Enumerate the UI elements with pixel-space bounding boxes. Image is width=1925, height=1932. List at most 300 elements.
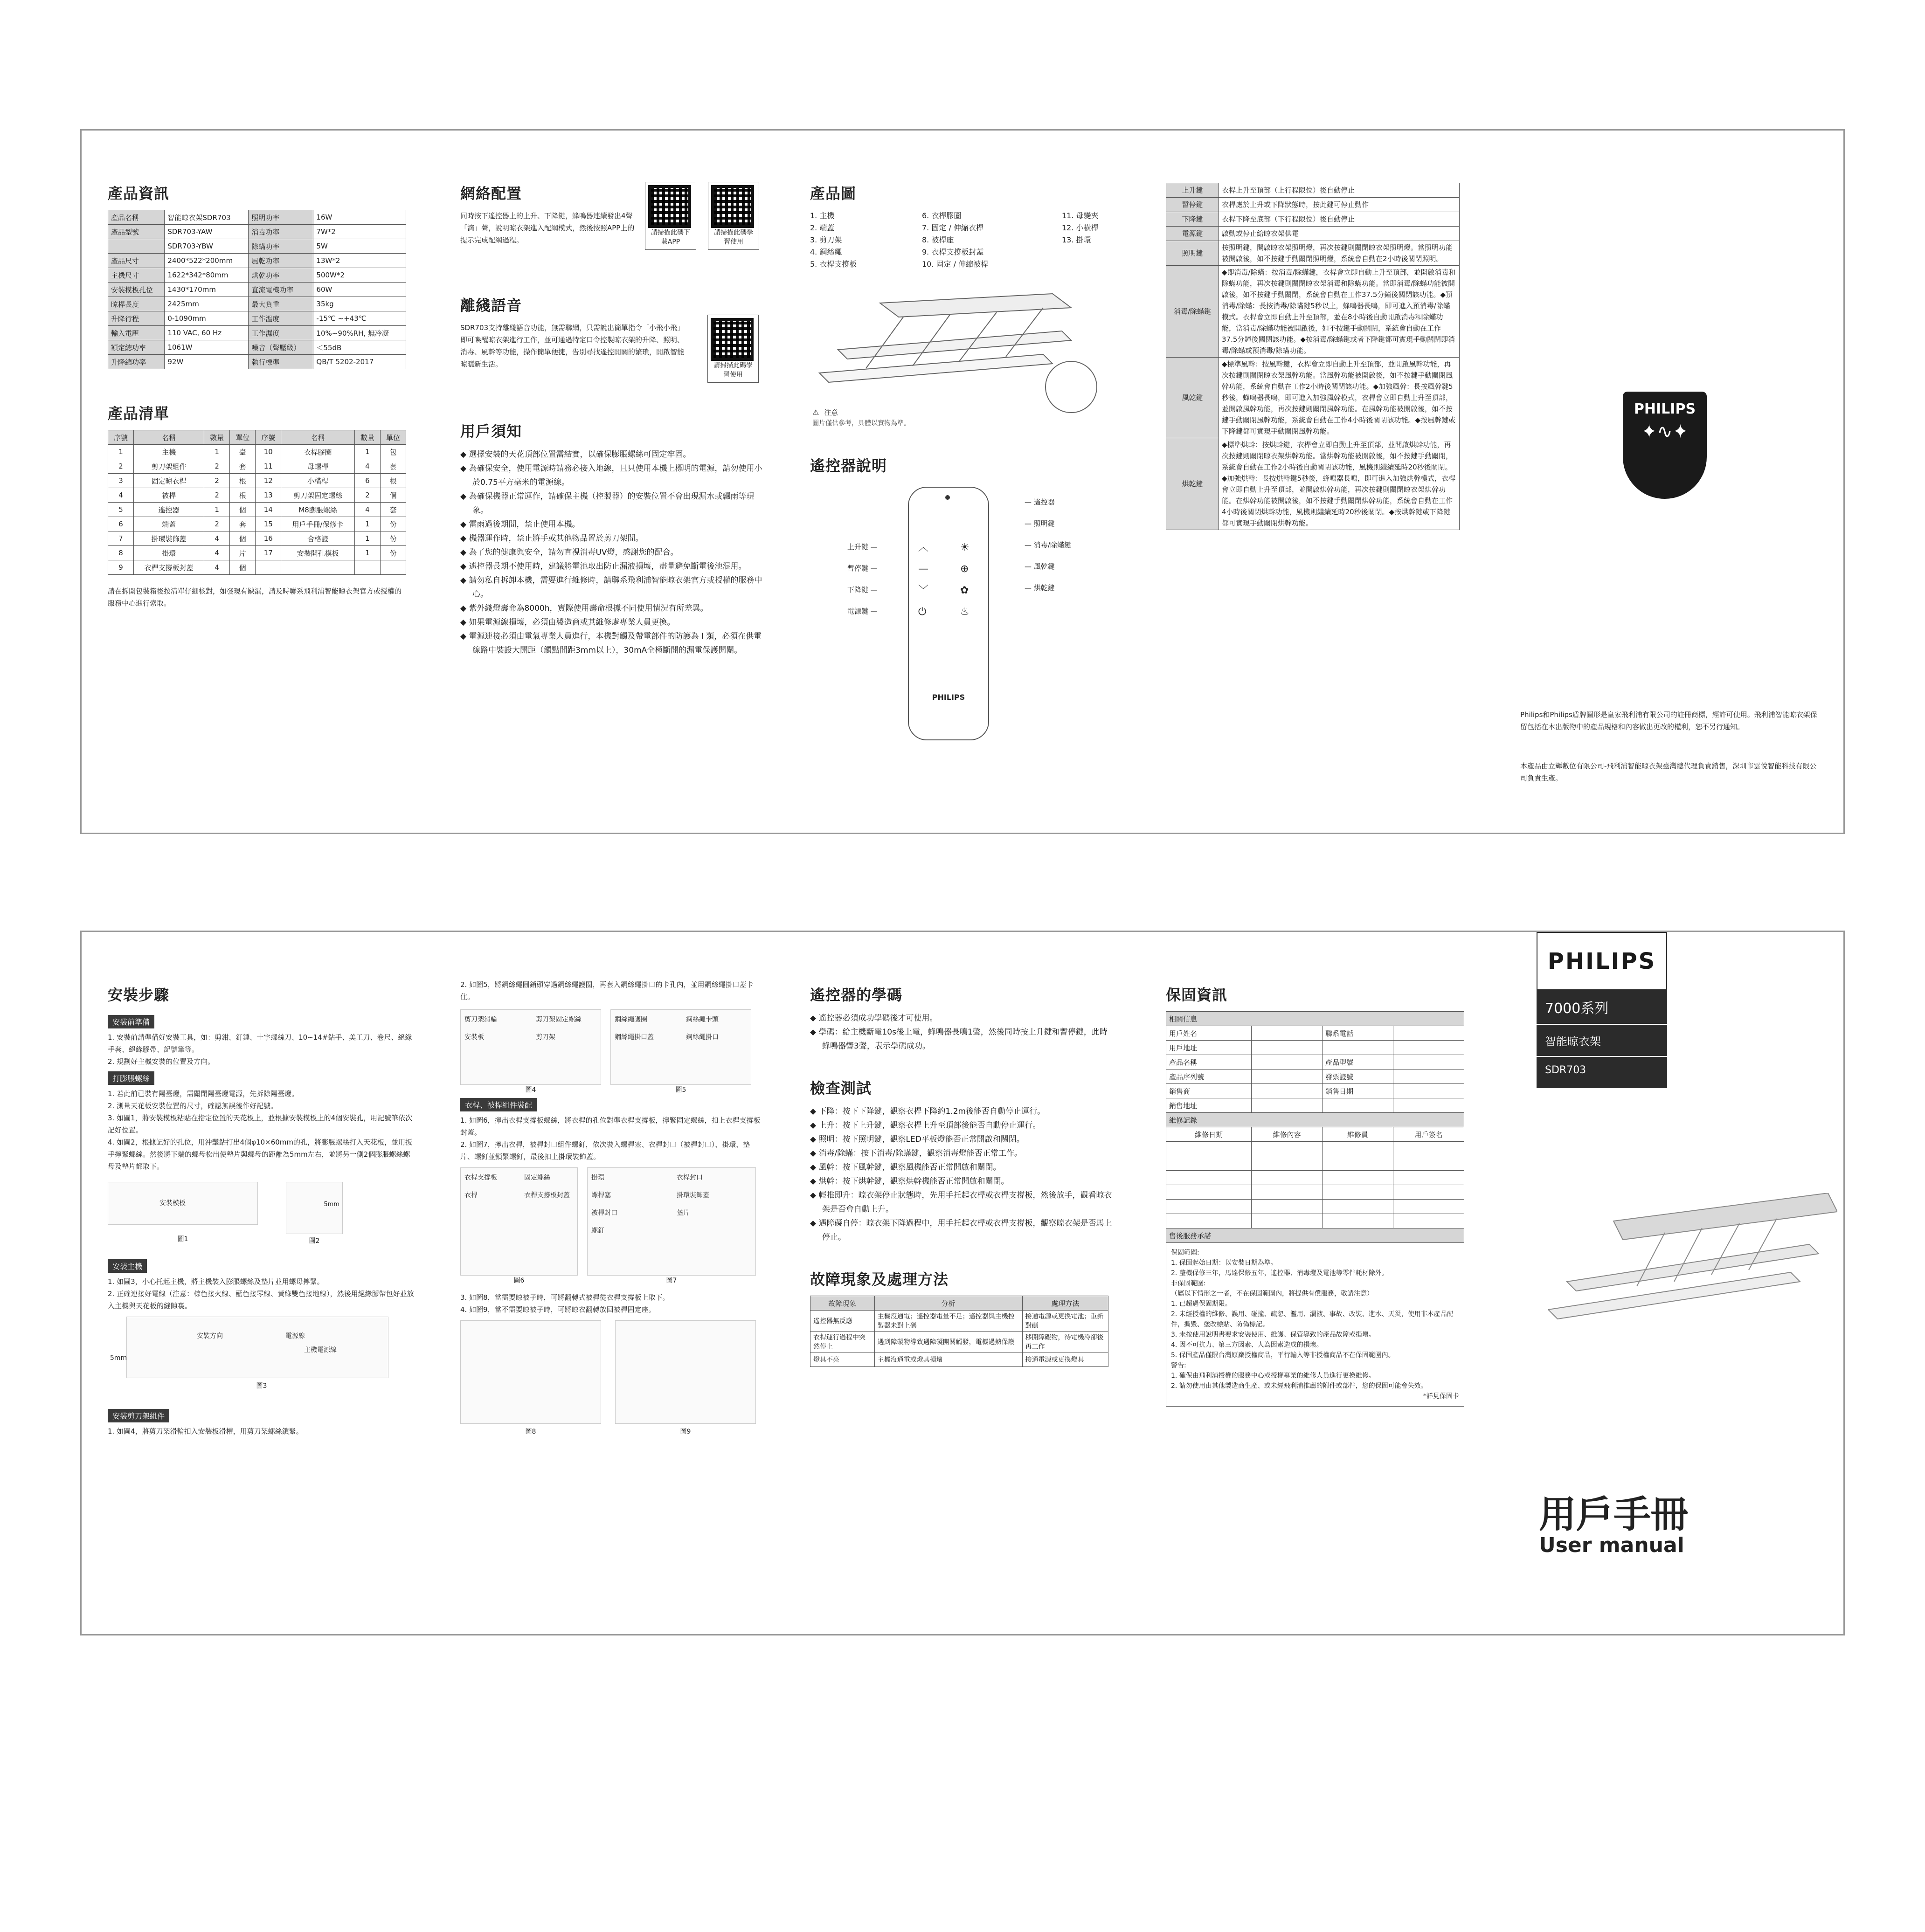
product-list-cell: 1	[204, 503, 230, 517]
product-info-cell: 10%~90%RH, 無冷凝	[313, 326, 406, 340]
key-name: 照明鍵	[1166, 241, 1219, 266]
part-label: 8. 被桿座	[922, 235, 954, 244]
power-button[interactable]: ⏻	[918, 606, 927, 618]
light-button[interactable]: ☀	[960, 542, 969, 553]
template-label: 安裝模板	[159, 1200, 186, 1207]
repair-empty-cell	[1166, 1214, 1252, 1228]
warranty-field	[1393, 1026, 1464, 1041]
notice-item: ◆ 選擇安裝的天花頂部位置需結實，以確保膨脹螺絲可固定牢固。	[460, 450, 691, 459]
warranty-field-row	[1166, 1026, 1464, 1041]
fault-header: 處理方法	[1022, 1296, 1108, 1311]
product-list-row	[108, 531, 406, 546]
product-list-cell: 端蓋	[134, 517, 204, 531]
repair-empty-row	[1166, 1171, 1464, 1185]
remote-label: — 遙控器	[1025, 498, 1055, 506]
repair-empty-cell	[1323, 1200, 1393, 1214]
warning-icon: ⚠	[812, 408, 819, 417]
main-tag: 安裝主機	[108, 1259, 147, 1273]
figure-label: 鋼絲繩掛口蓋	[615, 1034, 654, 1041]
pause-button[interactable]: —	[918, 563, 928, 575]
fig2-caption: 圖2	[309, 1237, 320, 1245]
drill-tag: 打膨脹螺絲	[108, 1071, 154, 1085]
product-list-cell: 衣桿膠圈	[281, 445, 355, 459]
part-label: 6. 衣桿膠圈	[922, 211, 962, 220]
warranty-field: 銷售日期	[1323, 1084, 1393, 1098]
qr-code-icon	[648, 185, 691, 228]
disinfect-button[interactable]: ⊕	[960, 563, 969, 575]
scissor-tag: 安裝剪刀架組件	[108, 1409, 169, 1422]
fault-cell: 移開障礙物，待電機冷卻後再工作	[1022, 1332, 1108, 1352]
bar-list	[460, 1114, 763, 1163]
warranty-field	[1252, 1041, 1323, 1055]
fig8-caption: 圖8	[525, 1428, 536, 1435]
template-drawing	[108, 1182, 258, 1225]
product-list-cell: 4	[204, 531, 230, 546]
scissor-drawing	[460, 1009, 601, 1085]
remote-left-labels	[847, 536, 878, 622]
terms-line: 1. 確保由飛利浦授權的服務中心或授權專業的維修人員進行更換維修。	[1171, 1372, 1375, 1380]
flip-down-drawing	[460, 1320, 601, 1424]
column-cover	[1520, 932, 1842, 1634]
repair-empty-cell	[1323, 1185, 1393, 1200]
product-list-header: 單位	[380, 430, 406, 445]
warranty-field	[1252, 1055, 1323, 1070]
product-list-title: 產品清單	[108, 405, 170, 422]
warranty-field	[1393, 1070, 1464, 1084]
warranty-field-row	[1166, 1098, 1464, 1113]
product-info-cell: 產品尺寸	[108, 254, 165, 268]
trademark-text: Philips和Philips盾牌圖形是皇家飛利浦有限公司的註冊商標，經許可使用。飛利浦智能晾衣架保留包括在本出版物中的產品規格和內容做出更改的權利，恕不另行通知。	[1520, 711, 1817, 731]
product-list-cell	[281, 560, 355, 575]
warranty-field	[1323, 1098, 1393, 1113]
fig3-caption: 圖3	[256, 1382, 267, 1390]
warranty-field-row	[1166, 1055, 1464, 1070]
warranty-section-row	[1166, 1113, 1464, 1127]
product-list-cell: 16	[256, 531, 281, 546]
product-list-header: 數量	[354, 430, 380, 445]
repair-empty-cell	[1323, 1142, 1393, 1156]
key-name: 風乾鍵	[1166, 358, 1219, 438]
drill-item: 3. 如圖1，將安裝模板粘貼在指定位置的天花板上，並根據安裝模板上的4個安裝孔，用記號筆依次記好位置。	[108, 1114, 413, 1134]
product-list-cell	[380, 560, 406, 575]
fig6-fig7	[460, 1167, 763, 1285]
down-button[interactable]: ﹀	[918, 585, 929, 596]
warranty-field	[1393, 1041, 1464, 1055]
product-list-cell: 15	[256, 517, 281, 531]
figure-label: 衣桿	[464, 1192, 478, 1199]
product-info-cell: SDR703-YBW	[165, 239, 249, 254]
prep-tag: 安裝前準備	[108, 1015, 154, 1028]
repair-header: 維修內容	[1252, 1127, 1323, 1142]
product-info-row	[108, 355, 406, 369]
manual-sheet-inner	[80, 931, 1845, 1635]
repair-empty-cell	[1166, 1171, 1252, 1185]
product-list-row	[108, 560, 406, 575]
product-list-cell: 用戶手冊/保修卡	[281, 517, 355, 531]
scissor-list	[108, 1425, 415, 1437]
figure-label: 螺釘	[591, 1227, 604, 1235]
product-info-title: 產品資訊	[108, 185, 170, 202]
product-info-cell: 1061W	[165, 340, 249, 355]
figure-label: 鋼絲繩護圈	[615, 1016, 647, 1023]
product-list-header: 名稱	[134, 430, 204, 445]
product-info-cell: QB/T 5202-2017	[313, 355, 406, 369]
notice-list	[460, 448, 763, 657]
remote-right-labels	[1025, 491, 1071, 599]
product-list-cell: 安裝開孔模板	[281, 546, 355, 560]
cable-drawing	[610, 1009, 751, 1085]
product-list-cell: 份	[380, 517, 406, 531]
repair-empty-cell	[1166, 1185, 1252, 1200]
repair-header: 維修日期	[1166, 1127, 1252, 1142]
repair-empty-cell	[1393, 1200, 1464, 1214]
fault-header: 故障現象	[810, 1296, 875, 1311]
column-install	[108, 932, 415, 1634]
product-list-cell: 4	[354, 503, 380, 517]
remote-led-icon	[945, 495, 950, 500]
test-item: ◆ 上升：按下上升鍵，觀察衣桿上升至頂部後能否自動停止運行。	[810, 1121, 1041, 1130]
fault-header-row	[810, 1296, 1108, 1311]
product-info-row	[108, 283, 406, 297]
product-info-cell: 額定總功率	[108, 340, 165, 355]
product-list-cell: 4	[204, 546, 230, 560]
warranty-terms-box	[1166, 1243, 1464, 1407]
product-list-cell: 根	[380, 474, 406, 488]
learn-item: ◆ 遙控器必須成功學碼後才可使用。	[810, 1014, 938, 1023]
repair-empty-row	[1166, 1142, 1464, 1156]
key-row	[1166, 438, 1460, 530]
terms-line: 2. 請勿使用由其他製造商生產、或未經飛利浦推薦的附件或部件，您的保固可能會失效。	[1171, 1382, 1427, 1390]
drill-list	[108, 1088, 415, 1173]
step3-text: 3. 如圖8，當需要晾被子時，可將翻轉式被桿從衣桿支撐板上取下。	[460, 1293, 670, 1302]
qr-caption: 請掃描此碼學習使用	[713, 362, 753, 379]
fault-cell: 遇到障礙物導致遇障礙開關觸發，電機過熱保護	[874, 1332, 1022, 1352]
product-list-cell: 8	[108, 546, 134, 560]
warranty-field	[1393, 1098, 1464, 1113]
repair-empty-cell	[1252, 1171, 1323, 1185]
key-desc: ◆標準風幹：按風幹鍵，衣桿會立即自動上升至頂部，並開啟風幹功能，再次按鍵則關閉晾衣架風幹功能。當風幹功能被開啟後，如不按鍵手動關閉風幹功能，系統會自動在工作2小時後關閉該功能。◆加強風幹：長按風幹鍵5秒後，蜂鳴器長鳴，即可進入加強風幹模式，衣桿會立即自動上升至頂部，並開啟風幹功能，再次按鍵則關閉風幹功能。在風幹功能被開啟後，如不按鍵手動關閉風幹功能，系統會自動在工作4小時後關閉該功能。◆按風幹鍵或下降鍵都可實現手動關閉風幹功能。	[1219, 358, 1460, 438]
test-item: ◆ 輕推即升：晾衣架停止狀態時，先用手托起衣桿或衣桿支撐板，然後放手，觀看晾衣架是否會自動上升。	[810, 1191, 1112, 1214]
product-list-cell: M8膨脹螺絲	[281, 503, 355, 517]
product-list-cell: 2	[204, 488, 230, 503]
fig4-caption: 圖4	[525, 1086, 536, 1094]
warranty-field: 銷售地址	[1166, 1098, 1252, 1113]
repair-empty-cell	[1252, 1214, 1323, 1228]
notice-item: ◆ 為確保安全，使用電源時請務必接入地線，且只使用本機上標明的電源，請勿使用小於0.75平方毫米的電源線。	[460, 464, 762, 487]
product-list-cell: 14	[256, 503, 281, 517]
repair-empty-cell	[1393, 1142, 1464, 1156]
part-label: 5. 衣桿支撐板	[810, 260, 857, 269]
remote-label: — 照明鍵	[1025, 519, 1055, 528]
bar-item: 1. 如圖6，擰出衣桿支撐板螺絲，將衣桿的孔位對準衣桿支撐板，擰緊固定螺絲，扣上衣桿支撐板封蓋。	[460, 1116, 761, 1137]
key-row	[1166, 183, 1460, 198]
fig3	[108, 1317, 415, 1390]
repair-empty-cell	[1252, 1156, 1323, 1171]
warranty-table	[1166, 1011, 1464, 1243]
product-list-cell: 17	[256, 546, 281, 560]
fig4	[460, 1009, 601, 1094]
product-info-row	[108, 268, 406, 283]
product-list-cell: 被桿	[134, 488, 204, 503]
fig1	[108, 1182, 258, 1245]
column-setup	[460, 131, 763, 833]
product-list-cell: 1	[354, 531, 380, 546]
product-info-cell: 16W	[313, 210, 406, 225]
product-info-cell: 晾桿長度	[108, 297, 165, 311]
philips-logo: PHILIPS	[1537, 932, 1667, 990]
product-info-cell: 噪音（聲壓級）	[249, 340, 313, 355]
product-list-cell	[354, 560, 380, 575]
key-desc: 啟動或停止給晾衣架供電	[1219, 227, 1460, 241]
main-unit	[880, 294, 1071, 317]
terms-line: 非保固範圍:	[1171, 1280, 1206, 1287]
fig6-caption: 圖6	[513, 1277, 525, 1284]
notice-item: ◆ 雷雨過後期間，禁止使用本機。	[460, 520, 580, 529]
product-list-cell: 4	[354, 459, 380, 474]
product-info-cell: 工作溫度	[249, 311, 313, 326]
product-info-cell: 升降行程	[108, 311, 165, 326]
up-button[interactable]: ︿	[918, 542, 929, 553]
column-key-table	[1166, 131, 1460, 833]
product-list-cell: 根	[230, 474, 256, 488]
fig4-fig5	[460, 1009, 763, 1094]
terms-line: 警告:	[1171, 1362, 1186, 1369]
learn-title: 遙控器的學碼	[810, 986, 903, 1004]
product-info-row	[108, 311, 406, 326]
warranty-field: 發票證號	[1323, 1070, 1393, 1084]
fault-cell: 衣桿運行過程中突然停止	[810, 1332, 875, 1352]
cover-model: SDR703	[1545, 1064, 1586, 1076]
remote-label: — 消毒/除蟎鍵	[1025, 541, 1071, 549]
product-list-cell: 6	[108, 517, 134, 531]
qr-learn-usage[interactable]	[708, 182, 759, 250]
qr-caption: 請掃描此碼學習使用	[714, 229, 754, 246]
network-title: 網絡配置	[460, 185, 522, 202]
key-row	[1166, 241, 1460, 266]
column-test	[810, 932, 1113, 1634]
product-info-cell: 升降總功率	[108, 355, 165, 369]
product-list-cell: 掛環裝飾蓋	[134, 531, 204, 546]
remote-diagram	[810, 482, 1136, 743]
test-item: ◆ 烘幹：按下烘幹鍵，觀察烘幹機能否正常開啟和關閉。	[810, 1177, 1009, 1186]
warranty-field: 用戶地址	[1166, 1041, 1252, 1055]
remote-title: 遙控器說明	[810, 457, 887, 475]
fig9	[615, 1320, 756, 1436]
install-title: 安裝步驟	[108, 986, 170, 1004]
part-label: 13. 掛環	[1062, 235, 1091, 244]
qr-voice-learn[interactable]	[707, 315, 759, 383]
warranty-field: 產品名稱	[1166, 1055, 1252, 1070]
prep-item: 2. 規劃好主機安裝的位置及方向。	[108, 1057, 215, 1066]
repair-empty-row	[1166, 1156, 1464, 1171]
step2-text: 2. 如圖5，將鋼絲繩圓銷頭穿過鋼絲繩護圈，再套入鋼絲繩掛口的卡孔內，並用鋼絲繩掛口蓋卡住。	[460, 980, 754, 1001]
product-list-cell: 包	[380, 445, 406, 459]
product-list-cell: 母螺桿	[281, 459, 355, 474]
notice-item: ◆ 如果電源線損壞，必須由製造商或其維修處專業人員更換。	[460, 618, 675, 627]
test-item: ◆ 下降：按下下降鍵，觀察衣桿下降約1.2m後能否自動停止運行。	[810, 1107, 1046, 1116]
fault-cell: 主機沒通電或燈具損壞	[874, 1352, 1022, 1367]
cover-title-cn: 用戶手冊	[1539, 1493, 1688, 1536]
air-dry-button[interactable]: ✿	[960, 585, 969, 596]
product-list-cell: 份	[380, 546, 406, 560]
product-list-cell: 個	[230, 560, 256, 575]
product-list-cell: 6	[354, 474, 380, 488]
product-info-cell: 安裝模板孔位	[108, 283, 165, 297]
product-list-cell: 2	[108, 459, 134, 474]
product-list-cell: 2	[204, 474, 230, 488]
product-info-cell: 110 VAC, 60 Hz	[165, 326, 249, 340]
key-name: 暫停鍵	[1166, 198, 1219, 212]
warranty-section: 相關信息	[1166, 1012, 1464, 1026]
repair-empty-cell	[1323, 1156, 1393, 1171]
warranty-field	[1393, 1055, 1464, 1070]
repair-empty-cell	[1166, 1200, 1252, 1214]
product-info-cell: 0-1090mm	[165, 311, 249, 326]
voice-qr-group	[707, 315, 759, 383]
prep-item: 1. 安裝前請準備好安裝工具，如：剪鉗、釘錘、十字螺絲刀、10~14#鉆手、美工刀、卷尺、絕緣手套、絕緣膠帶、記號筆等。	[108, 1033, 412, 1054]
product-info-cell: 智能晾衣架SDR703	[165, 210, 249, 225]
product-list-cell: 4	[108, 488, 134, 503]
fig6	[460, 1167, 578, 1285]
product-list-cell: 7	[108, 531, 134, 546]
fig1-caption: 圖1	[177, 1235, 188, 1243]
product-list-row	[108, 503, 406, 517]
product-list-cell: 11	[256, 459, 281, 474]
product-info-cell: 除蟎功率	[249, 239, 313, 254]
product-info-cell: 照明功率	[249, 210, 313, 225]
key-row	[1166, 358, 1460, 438]
product-info-cell: 風乾功率	[249, 254, 313, 268]
repair-header-row	[1166, 1127, 1464, 1142]
product-info-table	[108, 210, 406, 369]
qr-code-icon	[711, 318, 754, 361]
main-list	[108, 1276, 415, 1312]
part-label: 9. 衣桿支撐板封蓋	[922, 248, 984, 256]
warranty-section-row	[1166, 1228, 1464, 1243]
support-drawing	[460, 1167, 578, 1276]
fig7	[587, 1167, 756, 1285]
product-info-cell: 7W*2	[313, 225, 406, 239]
product-list-cell	[256, 560, 281, 575]
part-label: 7. 固定 / 伸縮衣桿	[922, 223, 983, 232]
fig7-caption: 圖7	[666, 1277, 677, 1284]
key-row	[1166, 212, 1460, 227]
fault-row	[810, 1352, 1108, 1367]
bolt-gap-label: 5mm	[324, 1201, 339, 1208]
fault-row	[810, 1332, 1108, 1352]
repair-header: 用戶簽名	[1393, 1127, 1464, 1142]
product-info-cell: 5W	[313, 239, 406, 254]
product-info-cell: 60W	[313, 283, 406, 297]
main-item: 2. 正確連接好電線（注意：棕色接火線、藍色接零線、黃綠雙色接地線），然後用絕緣膠帶包好並放入主機與天花板的縫隙裏。	[108, 1290, 414, 1310]
product-list-cell: 2	[204, 459, 230, 474]
product-list-cell: 13	[256, 488, 281, 503]
fault-cell: 主機沒通電；遙控器電量不足；遙控器與主機控製器未對上碼	[874, 1311, 1022, 1332]
remote-label: 暫停鍵 —	[847, 564, 878, 573]
learn-list	[810, 1011, 1113, 1053]
figure-label: 鋼絲繩掛口	[686, 1034, 719, 1041]
product-list-cell: 主機	[134, 445, 204, 459]
notice-item: ◆ 電源連接必須由電氣專業人員進行，本機對觸及帶電部件的防護為 I 類，必須在供電線路中裝設大開距（觸點間距3mm以上），30mA全極斷開的漏電保護開關。	[460, 632, 762, 655]
detail-zoom-circle	[1046, 361, 1097, 413]
heat-dry-button[interactable]: ♨	[960, 606, 969, 618]
warranty-field	[1252, 1098, 1323, 1113]
product-info-cell: 產品名稱	[108, 210, 165, 225]
product-diagram	[810, 280, 1099, 438]
product-list-row	[108, 517, 406, 531]
fig3-gap: 5mm	[110, 1354, 127, 1362]
product-info-row	[108, 254, 406, 268]
terms-line: 1. 已超過保固期限。	[1171, 1300, 1232, 1308]
part-label: 4. 鋼絲繩	[810, 248, 842, 256]
product-info-row	[108, 239, 406, 254]
product-info-row	[108, 297, 406, 311]
terms-line: 4. 因不可抗力、第三方因素、人為因素造成的損壞。	[1171, 1341, 1323, 1349]
product-list-header: 數量	[204, 430, 230, 445]
product-list-cell: 套	[230, 459, 256, 474]
render-main-unit	[1613, 1193, 1837, 1240]
product-list-cell: 臺	[230, 445, 256, 459]
repair-empty-cell	[1323, 1171, 1393, 1185]
repair-empty-row	[1166, 1214, 1464, 1228]
repair-empty-cell	[1393, 1185, 1464, 1200]
column-warranty	[1166, 932, 1464, 1634]
product-list-cell: 份	[380, 531, 406, 546]
warranty-field-row	[1166, 1070, 1464, 1084]
notice-item: ◆ 機器運作時，禁止將手或其他物品置於剪刀架間。	[460, 534, 644, 543]
terms-line: 1. 保固起始日期：以安裝日期為準。	[1171, 1259, 1277, 1267]
key-name: 烘乾鍵	[1166, 438, 1219, 530]
voice-text: SDR703支持離綫語音功能，無需聯網，只需說出簡單指令「小飛小飛」即可喚醒晾衣架進行工作，並可通過特定口令控製晾衣架的升降、照明、消毒、風幹等功能，操作簡單便捷，告別尋找遙控開關的繁瑣，開啟智能晾曬新生活。	[460, 324, 685, 368]
figure-label: 衣桿封口	[677, 1174, 703, 1181]
figure-label: 掛環裝飾蓋	[677, 1192, 709, 1199]
product-list-header: 單位	[230, 430, 256, 445]
product-list-cell: 1	[354, 445, 380, 459]
warranty-field	[1323, 1041, 1393, 1055]
terms-line: （屬以下情形之一者，不在保固範圍內，將提供有償服務，敬請注意）	[1171, 1290, 1373, 1297]
product-info-cell: 13W*2	[313, 254, 406, 268]
product-info-row	[108, 210, 406, 225]
warranty-field	[1252, 1026, 1323, 1041]
remote-label: 下降鍵 —	[847, 586, 878, 594]
product-list-cell: 掛環	[134, 546, 204, 560]
cover-title-en: User manual	[1539, 1533, 1684, 1557]
bolt-drawing	[286, 1182, 343, 1234]
figure-label: 剪刀架	[536, 1034, 555, 1041]
philips-shield-logo	[1623, 392, 1707, 499]
fig1-fig2	[108, 1182, 415, 1245]
warranty-field-row	[1166, 1041, 1464, 1055]
network-text: 同時按下遙控器上的上升、下降鍵，蜂鳴器連續發出4聲「滴」聲，說明晾衣架進入配網模式，然後按照APP上的提示完成配網過程。	[460, 212, 635, 244]
maker-text: 本產品由立輝數位有限公司-飛利浦智能晾衣架臺灣總代理負責銷售，深圳市雲悅智能科技有限公司負責生產。	[1520, 762, 1817, 782]
key-desc: 按照明鍵，開啟晾衣架照明燈，再次按鍵則關閉晾衣架照明燈。當照明功能被開啟後，如不按鍵手動關閉照明燈，系統會自動在2小時後關閉照明。	[1219, 241, 1460, 266]
qr-download-app[interactable]	[645, 182, 696, 250]
warranty-field	[1252, 1084, 1323, 1098]
product-list-table	[108, 430, 406, 575]
end-cap-drawing	[587, 1167, 756, 1276]
product-info-cell	[108, 239, 165, 254]
repair-empty-cell	[1252, 1185, 1323, 1200]
product-info-cell: 1622*342*80mm	[165, 268, 249, 283]
terms-line: 保固範圍:	[1171, 1249, 1199, 1256]
notice-item: ◆ 紫外綫燈壽命為8000h，實際使用壽命根據不同使用情況有所差異。	[460, 604, 708, 613]
part-label: 1. 主機	[810, 211, 835, 220]
warranty-field	[1252, 1070, 1323, 1084]
fault-cell: 遙控器無反應	[810, 1311, 875, 1332]
test-item: ◆ 風幹：按下風幹鍵，觀察風機能否正常開啟和關閉。	[810, 1163, 1001, 1172]
fig5-caption: 圖5	[675, 1086, 686, 1094]
repair-empty-row	[1166, 1185, 1464, 1200]
